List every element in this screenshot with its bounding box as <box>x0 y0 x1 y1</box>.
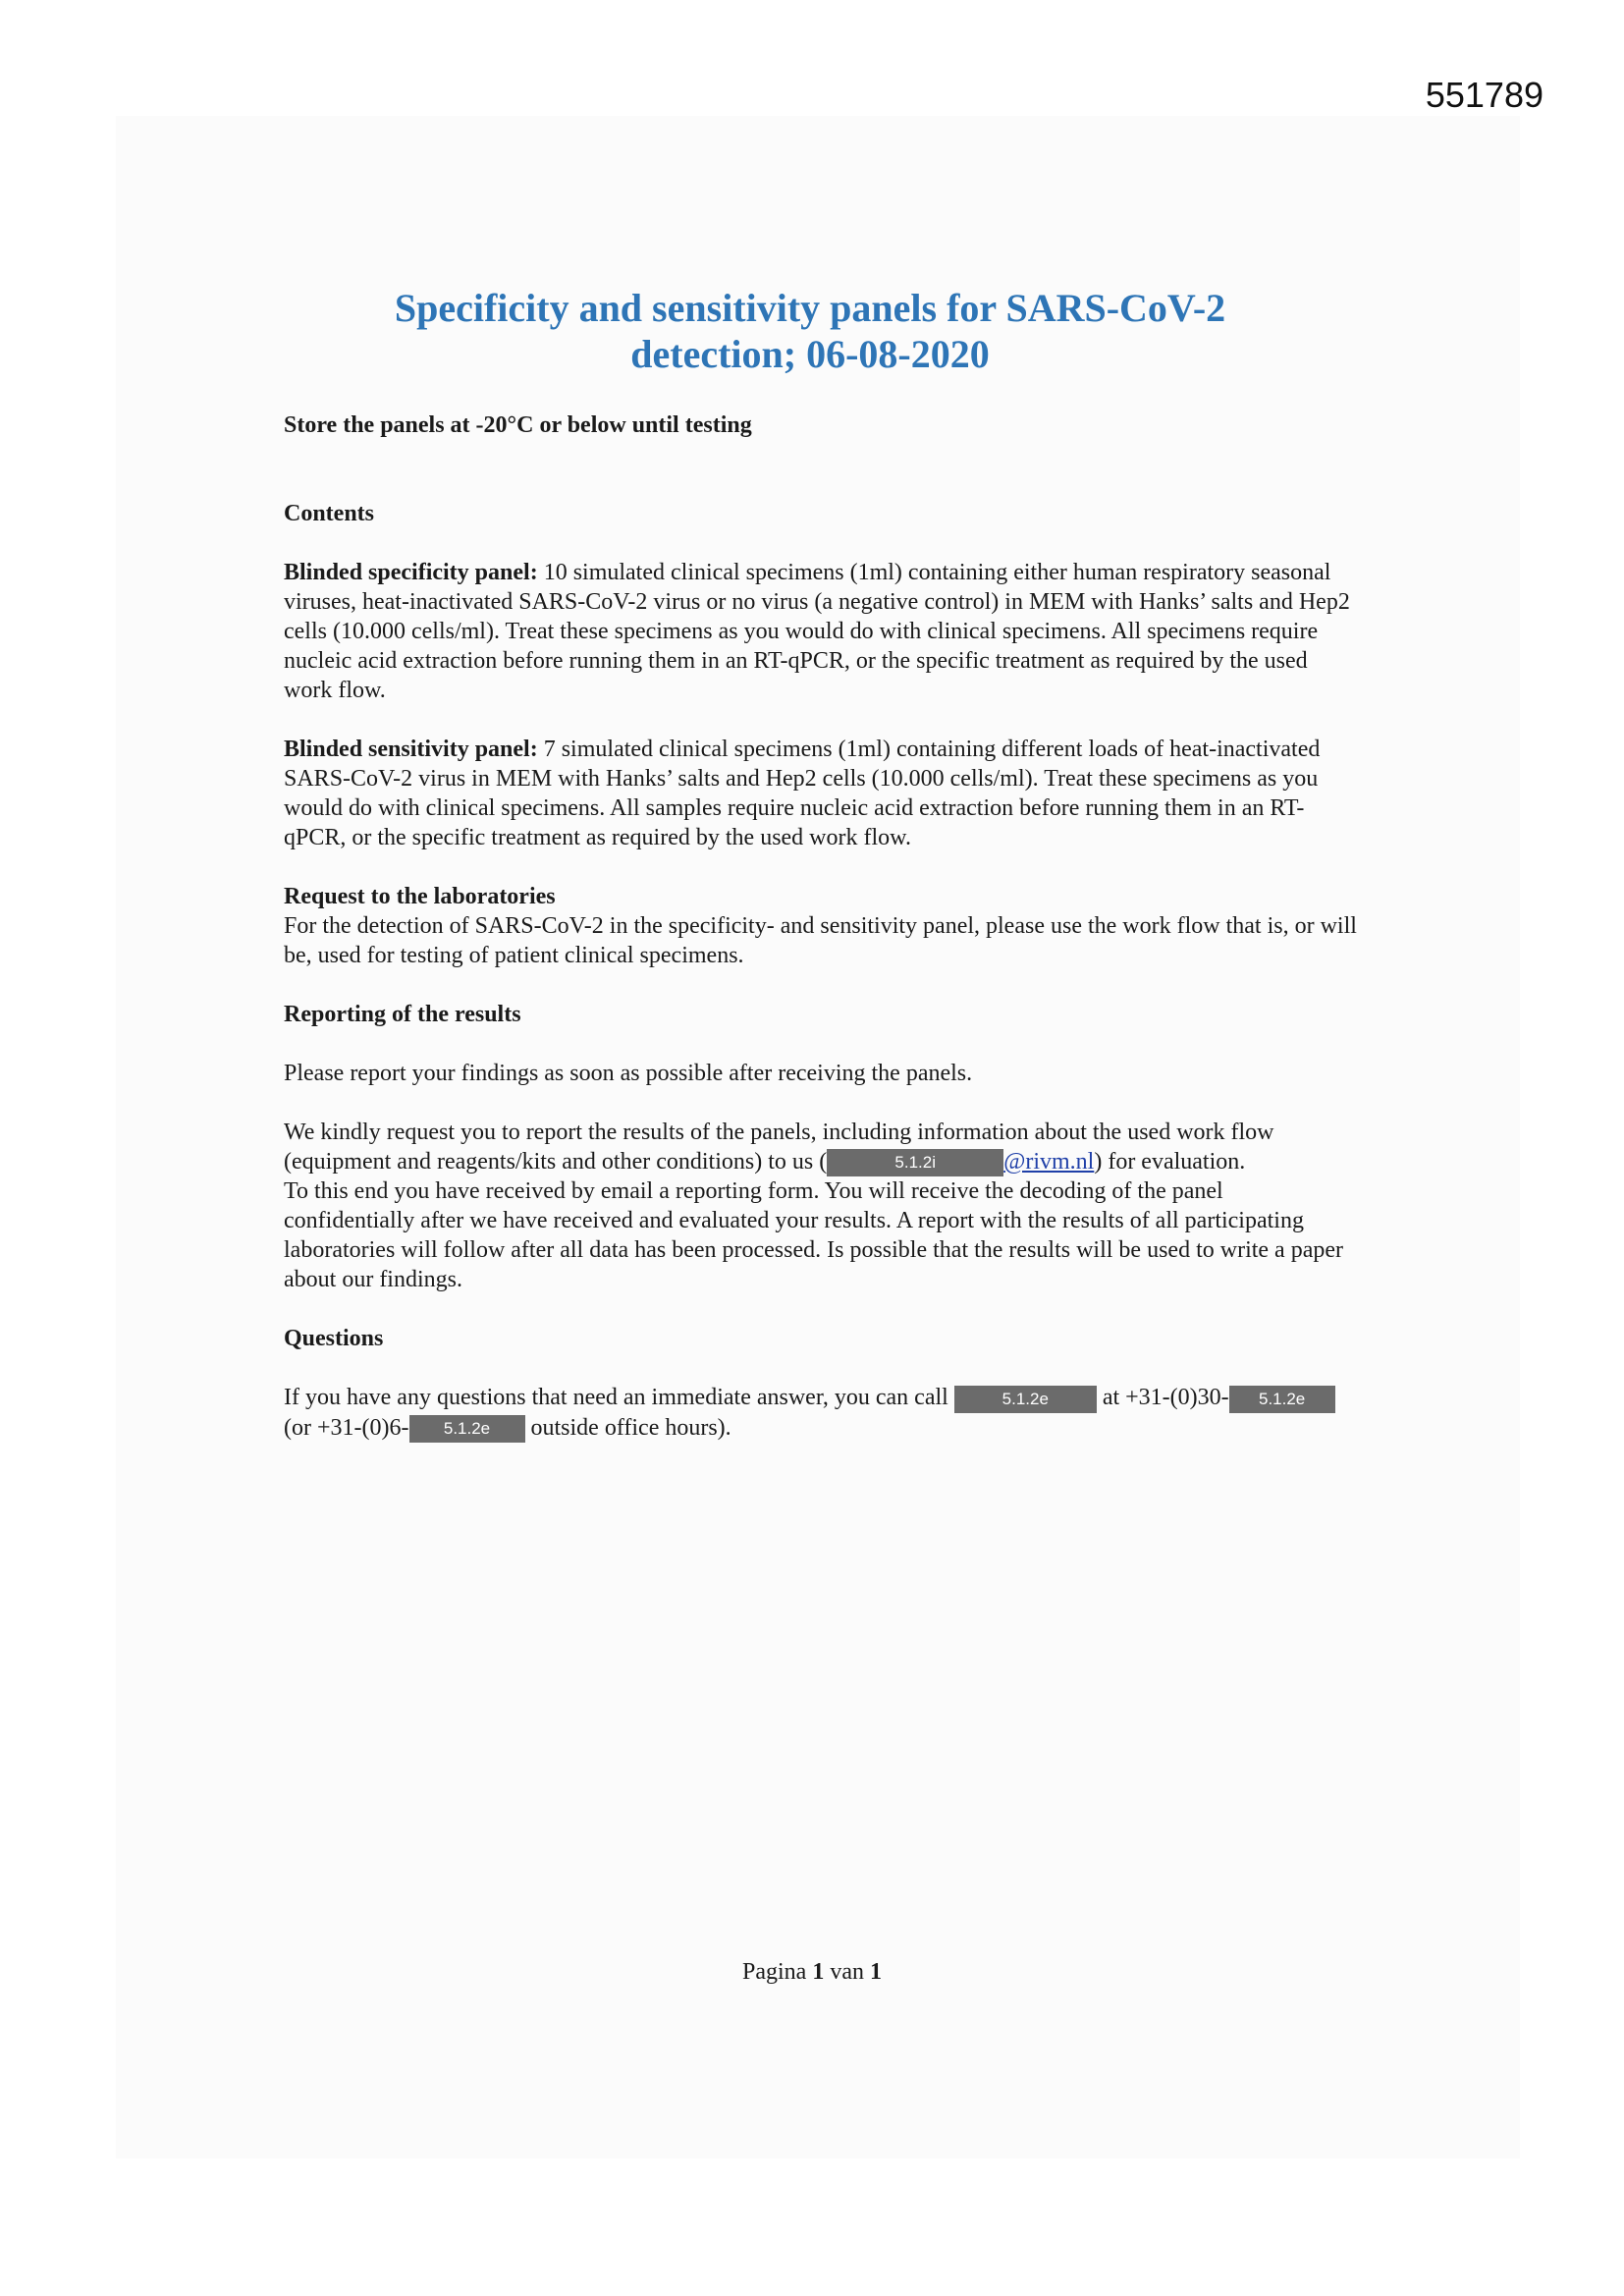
title-line-1: Specificity and sensitivity panels for SARS-CoV-2 <box>394 286 1226 330</box>
sensitivity-label: Blinded sensitivity panel: <box>284 737 538 762</box>
name-redaction-box: 5.1.2e <box>954 1386 1097 1413</box>
email-redaction-box: 5.1.2i <box>827 1149 1003 1176</box>
footer-page-total: 1 <box>869 1959 882 1985</box>
sensitivity-text: 7 simulated clinical specimens (1ml) containing different loads of heat-inactivated SARS-CoV-2 virus in MEM with Hanks’ salts and Hep2 cells (10.000 cells/ml). Treat these specimens as you would do with clinical specimens. All samples require nucleic acid extraction before running them in an RT-qPCR, or the specific treatment as required by the used work flow. <box>284 737 1321 850</box>
page-footer <box>0 1959 1624 1986</box>
sensitivity-paragraph <box>284 735 1359 852</box>
contents-heading: Contents <box>284 501 375 526</box>
reporting-heading: Reporting of the results <box>284 1002 521 1027</box>
reporting-para-2-start: We kindly request you to report the results of the panels, including information about the used work flow (equipment and reagents/kits and other conditions) to us ( <box>284 1120 1274 1175</box>
document-id: 551789 <box>1425 75 1543 115</box>
questions-text-mid-1: at +31-(0)30- <box>1096 1385 1229 1411</box>
phone-redaction-box: 5.1.2e <box>1229 1386 1335 1413</box>
storage-note: Store the panels at -20°C or below until testing <box>284 412 752 438</box>
questions-heading: Questions <box>284 1326 384 1352</box>
questions-text <box>284 1383 1359 1443</box>
specificity-label: Blinded specificity panel: <box>284 560 538 585</box>
footer-prefix: Pagina <box>742 1959 813 1985</box>
request-text: For the detection of SARS-CoV-2 in the specificity- and sensitivity panel, please use the work flow that is, or will be, used for testing of patient clinical specimens. <box>284 913 1357 968</box>
footer-middle: van <box>824 1959 870 1985</box>
email-link[interactable]: @rivm.nl <box>1003 1149 1095 1175</box>
document-title <box>285 285 1335 377</box>
reporting-para-3: To this end you have received by email a reporting form. You will receive the decoding of the panel confidentially after we have received and evaluated your results. A report with the results of all participating laboratories will follow after all data has been processed. Is possible that the results will be used to write a paper about our findings. <box>284 1178 1344 1293</box>
request-heading: Request to the laboratories <box>284 884 556 909</box>
document-body <box>284 410 1359 1443</box>
reporting-para-2-end: ) for evaluation. <box>1094 1149 1246 1175</box>
specificity-text: 10 simulated clinical specimens (1ml) containing either human respiratory seasonal viruses, heat-inactivated SARS-CoV-2 virus or no virus (a negative control) in MEM with Hanks’ salts and Hep2 cells (10.000 cells/ml). Treat these specimens as you would do with clinical specimens. All specimens require nucleic acid extraction before running them in an RT-qPCR, or the specific treatment as required by the used work flow. <box>284 560 1350 703</box>
questions-text-end: outside office hours). <box>524 1414 731 1441</box>
questions-text-mid-2: (or +31-(0)6- <box>284 1414 409 1441</box>
title-line-2: detection; 06-08-2020 <box>630 332 990 376</box>
questions-text-start: If you have any questions that need an immediate answer, you can call <box>284 1385 954 1411</box>
reporting-para-2 <box>284 1118 1359 1176</box>
mobile-redaction-box: 5.1.2e <box>409 1415 525 1443</box>
footer-page-number: 1 <box>812 1959 825 1985</box>
specificity-paragraph <box>284 558 1359 705</box>
reporting-para-1: Please report your findings as soon as possible after receiving the panels. <box>284 1061 973 1086</box>
